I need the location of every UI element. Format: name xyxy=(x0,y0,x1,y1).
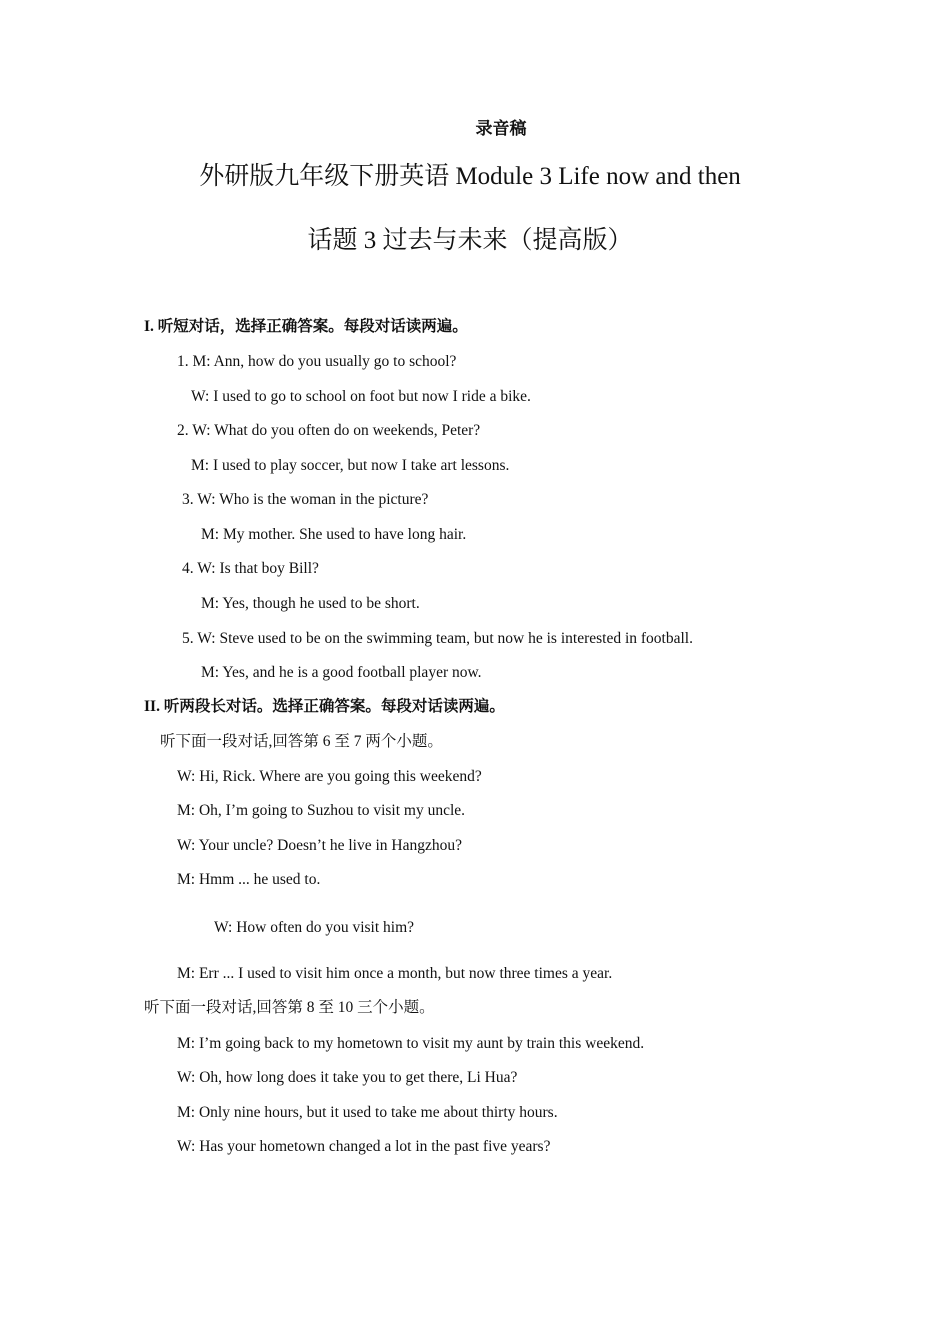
dialog-line: W: Oh, how long does it take you to get there, Li Hua? xyxy=(177,1069,518,1086)
dialog-line: M: Yes, and he is a good football player now. xyxy=(201,664,482,681)
dialog-line: W: I used to go to school on foot but now I ride a bike. xyxy=(191,388,531,405)
dialog-line: M: Only nine hours, but it used to take me about thirty hours. xyxy=(177,1104,558,1121)
dialog-line: 4. W: Is that boy Bill? xyxy=(182,560,319,577)
doc-title-line2: 话题 3 过去与未来（提高版） xyxy=(307,227,633,254)
dialog-line: M: I used to play soccer, but now I take art lessons. xyxy=(191,457,510,474)
dialog-line: 1. M: Ann, how do you usually go to school? xyxy=(177,353,457,370)
dialog-line: W: How often do you visit him? xyxy=(214,919,415,936)
section1-heading: I. 听短对话，选择正确答案。每段对话读两遍。 xyxy=(144,318,468,335)
doc-subtitle: 录音稿 xyxy=(475,119,527,138)
dialog-line: W: Your uncle? Doesn’t he live in Hangzhou? xyxy=(177,837,462,854)
dialog-line: M: My mother. She used to have long hair. xyxy=(201,526,467,543)
dialog-line: 2. W: What do you often do on weekends, Peter? xyxy=(177,422,481,439)
dialog2-intro: 听下面一段对话,回答第 8 至 10 三个小题。 xyxy=(144,999,435,1016)
dialog-line: M: Err ... I used to visit him once a month, but now three times a year. xyxy=(177,965,613,982)
dialog-line: M: I’m going back to my hometown to visit my aunt by train this weekend. xyxy=(177,1035,645,1052)
dialog-line: W: Hi, Rick. Where are you going this weekend? xyxy=(177,768,482,785)
dialog-line: M: Oh, I’m going to Suzhou to visit my uncle. xyxy=(177,802,466,819)
dialog1-intro: 听下面一段对话,回答第 6 至 7 两个小题。 xyxy=(160,733,443,750)
dialog-line: 5. W: Steve used to be on the swimming team, but now he is interested in football. xyxy=(182,630,693,647)
dialog-line: M: Hmm ... he used to. xyxy=(177,871,321,888)
dialog-line: M: Yes, though he used to be short. xyxy=(201,595,420,612)
dialog-line: W: Has your hometown changed a lot in the past five years? xyxy=(177,1138,551,1155)
dialog-line: 3. W: Who is the woman in the picture? xyxy=(182,491,429,508)
doc-title-line1: 外研版九年级下册英语 Module 3 Life now and then xyxy=(199,163,741,190)
section2-heading: II. 听两段长对话。选择正确答案。每段对话读两遍。 xyxy=(144,698,505,715)
